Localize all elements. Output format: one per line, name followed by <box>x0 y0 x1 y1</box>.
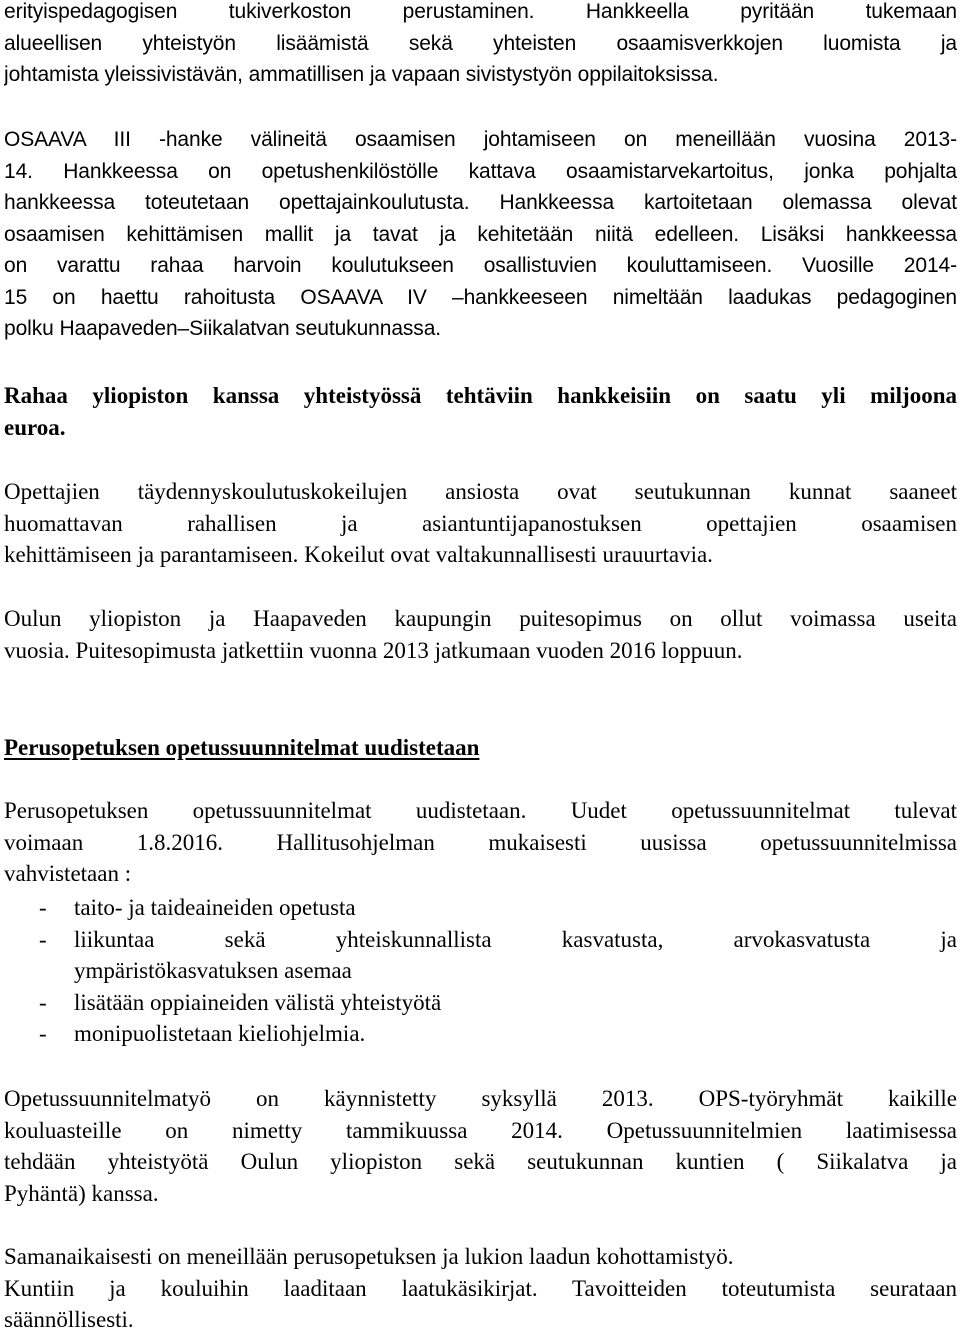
ops-work-paragraph <box>4 1083 957 1209</box>
text-line: alueellisen yhteistyön lisäämistä sekä yhteisten osaamisverkkojen luomista ja <box>4 31 957 55</box>
text-line: 14. Hankkeessa on opetushenkilöstölle kattava osaamistarvekartoitus, jonka pohjalta <box>4 159 957 183</box>
text-line: Opettajien täydennyskoulutuskokeilujen ansiosta ovat seutukunnan kunnat saaneet <box>4 479 957 504</box>
list-item-text: lisätään oppiaineiden välistä yhteistyötä <box>74 989 442 1015</box>
curriculum-intro-paragraph <box>4 795 957 890</box>
text-line: osaamisen kehittämisen mallit ja tavat ja kehitetään niitä edelleen. Lisäksi hankkeessa <box>4 222 957 246</box>
list-item <box>4 892 957 924</box>
text-line: johtamista yleissivistävän, ammatillisen ja vapaan sivistystyön oppilaitoksissa. <box>4 63 719 86</box>
section-heading: Perusopetuksen opetussuunnitelmat uudistetaan <box>4 735 480 760</box>
text-line: Pyhäntä) kanssa. <box>4 1180 159 1206</box>
agreement-paragraph <box>4 603 957 666</box>
list-item <box>4 987 957 1019</box>
section-heading-block <box>4 732 957 764</box>
text-line: Opetussuunnitelmatyö on käynnistetty syksyllä 2013. OPS-työryhmät kaikille <box>4 1086 957 1111</box>
text-line: Oulun yliopiston ja Haapaveden kaupungin puitesopimus on ollut voimassa useita <box>4 606 957 631</box>
funding-highlight <box>4 380 957 443</box>
quality-paragraph <box>4 1241 957 1336</box>
text-line: säännöllisesti. <box>4 1307 134 1332</box>
text-line: hankkeessa toteutetaan opettajainkoulutusta. Hankkeessa kartoitetaan olemassa olevat <box>4 191 957 214</box>
text-line: Samanaikaisesti on meneillään perusopetuksen ja lukion laadun kohottamistyö. <box>4 1244 734 1269</box>
text-line: kouluasteille on nimetty tammikuussa 2014. Opetussuunnitelmien laatimisessa <box>4 1117 957 1143</box>
text-line: Kuntiin ja kouluihin laaditaan laatukäsikirjat. Tavoitteiden toteutumista seurataan <box>4 1275 957 1301</box>
text-line: OSAAVA III -hanke välineitä osaamisen johtamiseen on meneillään vuosina 2013- <box>4 128 957 151</box>
list-dash: - <box>39 1021 47 1046</box>
list-dash: - <box>39 895 47 920</box>
list-item-text: taito- ja taideaineiden opetusta <box>74 895 356 920</box>
list-dash: - <box>39 926 47 952</box>
text-line: Rahaa yliopiston kanssa yhteistyössä tehtäviin hankkeisiin on saatu yli miljoona <box>4 383 957 408</box>
list-item-text: ympäristökasvatuksen asemaa <box>74 958 352 983</box>
list-item-text: liikuntaa sekä yhteiskunnallista kasvatusta, arvokasvatusta ja <box>74 926 957 952</box>
text-line: polku Haapaveden–Siikalatvan seutukunnassa. <box>4 317 442 340</box>
list-item <box>4 924 957 987</box>
list-item-text: monipuolistetaan kieliohjelmia. <box>74 1021 366 1046</box>
intro-paragraph <box>4 0 957 91</box>
text-line: euroa. <box>4 414 66 440</box>
curriculum-list <box>4 892 957 1050</box>
text-line: vahvistetaan : <box>4 861 132 886</box>
osaava-paragraph <box>4 124 957 345</box>
text-line: on varattu rahaa harvoin koulutukseen osallistuvien kouluttamiseen. Vuosille 2014- <box>4 254 957 277</box>
text-line: vuosia. Puitesopimusta jatkettiin vuonna 2013 jatkumaan vuoden 2016 loppuun. <box>4 637 743 663</box>
text-line: huomattavan rahallisen ja asiantuntijapanostuksen opettajien osaamisen <box>4 510 957 536</box>
text-line: tehdään yhteistyötä Oulun yliopiston sekä seutukunnan kuntien ( Siikalatva ja <box>4 1149 957 1174</box>
text-line: erityispedagogisen tukiverkoston perustaminen. Hankkeella pyritään tukemaan <box>4 0 957 23</box>
list-dash: - <box>39 989 47 1015</box>
text-line: 15 on haettu rahoitusta OSAAVA IV –hankkeeseen nimeltään laadukas pedagoginen <box>4 285 957 309</box>
text-line: kehittämiseen ja parantamiseen. Kokeilut ovat valtakunnallisesti urauurtavia. <box>4 542 713 567</box>
list-item <box>4 1018 957 1050</box>
teacher-training-paragraph <box>4 476 957 571</box>
text-line: voimaan 1.8.2016. Hallitusohjelman mukaisesti uusissa opetussuunnitelmissa <box>4 829 957 855</box>
text-line: Perusopetuksen opetussuunnitelmat uudistetaan. Uudet opetussuunnitelmat tulevat <box>4 798 957 823</box>
